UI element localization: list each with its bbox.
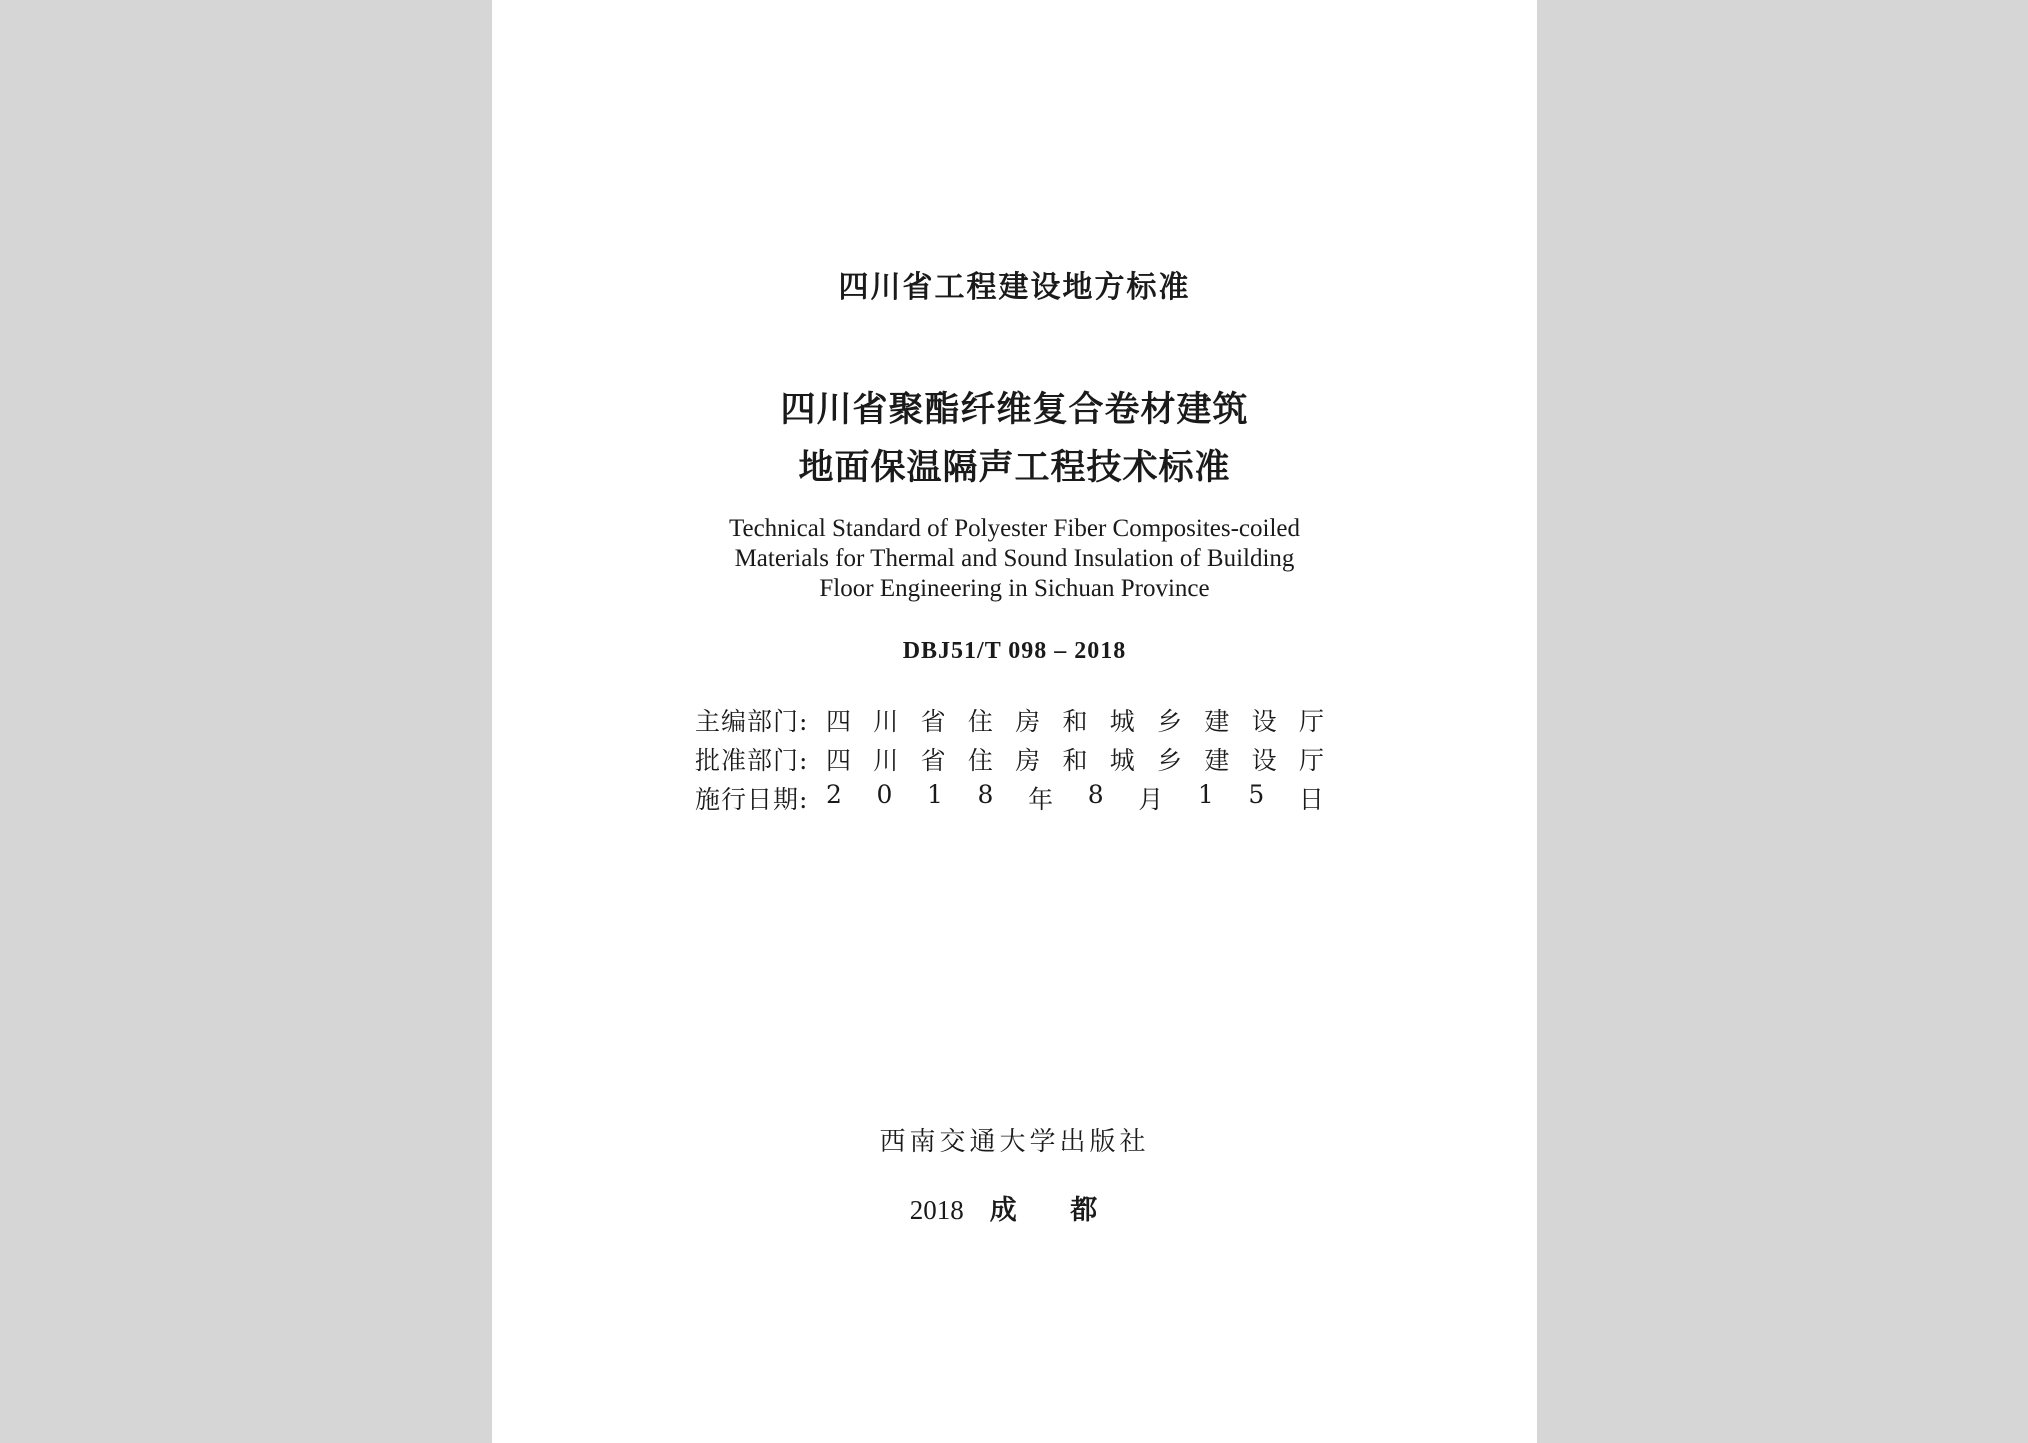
title-en-line-1: Technical Standard of Polyester Fiber Composites-coiled	[728, 515, 1301, 542]
meta-char: 设	[1251, 706, 1277, 736]
title-en-line-3: Floor Engineering in Sichuan Province	[819, 575, 1210, 602]
meta-label: 主编部门:	[695, 706, 809, 736]
meta-value	[826, 780, 1324, 816]
meta-char: 川	[873, 706, 899, 736]
title-cn-line-1: 四川省聚酯纤维复合卷材建筑	[780, 390, 1249, 430]
meta-block	[695, 700, 1324, 817]
meta-char: 川	[873, 745, 899, 775]
meta-char: 住	[967, 745, 993, 775]
meta-char: 8	[977, 779, 994, 809]
publisher: 西南交通大学出版社	[879, 1127, 1150, 1157]
document-page	[492, 0, 1537, 1443]
meta-char: 乡	[1157, 706, 1183, 736]
meta-char: 四	[826, 706, 852, 736]
meta-char: 城	[1109, 745, 1135, 775]
meta-char: 城	[1109, 706, 1135, 736]
meta-value	[826, 702, 1324, 738]
meta-row-effective-date	[695, 778, 1324, 817]
meta-char: 2	[826, 779, 842, 809]
meta-char: 厅	[1298, 745, 1324, 775]
meta-char: 厅	[1298, 706, 1324, 736]
meta-char: 年	[1028, 784, 1054, 814]
title-en	[492, 514, 1537, 604]
meta-char: 房	[1015, 706, 1041, 736]
meta-char: 1	[927, 779, 943, 809]
meta-char: 建	[1204, 745, 1230, 775]
meta-char: 和	[1062, 706, 1088, 736]
meta-row-editor	[695, 700, 1324, 739]
meta-char: 月	[1138, 784, 1164, 814]
title-cn-line-2: 地面保温隔声工程技术标准	[798, 448, 1231, 488]
meta-label: 批准部门:	[695, 745, 809, 775]
meta-char: 四	[826, 745, 852, 775]
meta-value	[826, 741, 1324, 777]
meta-char: 1	[1197, 779, 1214, 809]
title-en-line-2: Materials for Thermal and Sound Insulation of Building	[734, 545, 1295, 572]
meta-char: 省	[920, 706, 946, 736]
meta-char: 乡	[1157, 745, 1183, 775]
standard-series: 四川省工程建设地方标准	[838, 270, 1191, 305]
meta-char: 住	[967, 706, 993, 736]
publication-place	[492, 1188, 1537, 1227]
meta-char: 0	[876, 779, 893, 809]
meta-char: 省	[920, 745, 946, 775]
standard-code: DBJ51/T 098 – 2018	[902, 638, 1127, 664]
meta-char: 建	[1204, 706, 1230, 736]
meta-label: 施行日期:	[695, 784, 809, 814]
meta-char: 8	[1087, 779, 1104, 809]
meta-char: 房	[1015, 745, 1041, 775]
meta-char: 和	[1062, 745, 1088, 775]
meta-char: 5	[1248, 779, 1265, 809]
meta-char: 日	[1298, 784, 1324, 814]
meta-row-approver	[695, 739, 1324, 778]
meta-char: 设	[1251, 745, 1277, 775]
publication-year: 2018	[909, 1195, 964, 1225]
publication-city: 成 都	[989, 1195, 1120, 1226]
